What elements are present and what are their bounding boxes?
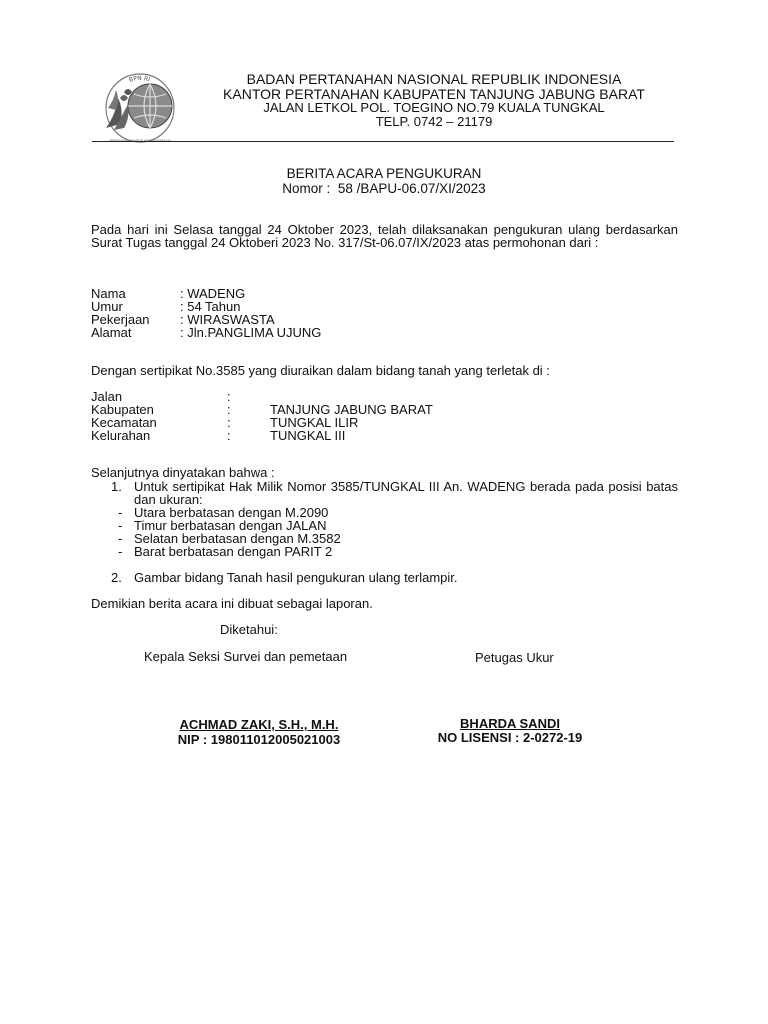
right-signatory-title: Petugas Ukur	[475, 650, 554, 665]
location-colon: :	[227, 415, 231, 430]
bullet-dash: -	[118, 544, 123, 559]
location-value: TANJUNG JABUNG BARAT	[270, 402, 433, 417]
item-number: 2.	[111, 570, 122, 585]
boundary-text: Selatan berbatasan dengan M.3582	[134, 531, 341, 546]
left-signatory-name: ACHMAD ZAKI, S.H., M.H.	[179, 717, 339, 732]
bpn-logo	[98, 68, 182, 144]
location-label: Kabupaten	[91, 402, 154, 417]
known-label: Diketahui:	[220, 622, 278, 637]
location-colon: :	[227, 428, 231, 443]
bullet-dash: -	[118, 518, 123, 533]
kop-line-agency: BADAN PERTANAHAN NASIONAL REPUBLIK INDONESIA	[246, 71, 622, 87]
nomor-value: 58 /BAPU-06.07/XI/2023	[337, 181, 486, 196]
certificate-text: Dengan sertipikat No.3585 yang diuraikan dalam bidang tanah yang terletak di :	[91, 363, 550, 378]
closing-text: Demikian berita acara ini dibuat sebagai laporan.	[91, 596, 373, 611]
location-colon: :	[227, 402, 231, 417]
kop-line-phone: TELP. 0742 – 21179	[375, 114, 493, 129]
document-title: BERITA ACARA PENGUKURAN	[286, 166, 482, 181]
intro-paragraph: Pada hari ini Selasa tanggal 24 Oktober 2023, telah dilaksanakan pengukuran ulang berdasarkan Surat Tugas tanggal 24 Oktoberi 2023 No. 317/St-06.07/IX/2023 atas permohonan dari :	[91, 222, 678, 250]
bullet-dash: -	[118, 531, 123, 546]
right-signatory-name: BHARDA SANDI	[460, 716, 560, 731]
document-number	[0, 182, 768, 195]
bullet-dash: -	[118, 505, 123, 520]
boundary-text: Timur berbatasan dengan JALAN	[134, 518, 327, 533]
kop-line-address: JALAN LETKOL POL. TOEGINO NO.79 KUALA TUNGKAL	[263, 100, 605, 115]
location-value: TUNGKAL III	[270, 428, 346, 443]
item-number: 1.	[111, 479, 122, 494]
statement-item-1	[91, 480, 678, 506]
applicant-value: : Jln.PANGLIMA UJUNG	[180, 325, 322, 340]
location-value: TUNGKAL ILIR	[270, 415, 359, 430]
header-divider	[92, 141, 674, 142]
nomor-label: Nomor :	[282, 181, 331, 196]
logo-text-bottom: PERTANAHAN UNTUK KESEJAHTERAAN	[109, 139, 171, 143]
kop-line-office: KANTOR PERTANAHAN KABUPATEN TANJUNG JABUNG BARAT	[223, 86, 645, 102]
applicant-label: Umur	[91, 299, 123, 314]
applicant-label: Alamat	[91, 325, 132, 340]
location-colon: :	[227, 389, 231, 404]
location-label: Jalan	[91, 389, 123, 404]
location-row-village	[91, 429, 491, 442]
statement-intro: Selanjutnya dinyatakan bahwa :	[91, 465, 275, 480]
applicant-value: : WIRASWASTA	[180, 312, 275, 327]
statement-item-2	[91, 571, 678, 584]
applicant-value: : 54 Tahun	[180, 299, 241, 314]
item-text: Gambar bidang Tanah hasil pengukuran ulang terlampir.	[134, 570, 458, 585]
logo-text-top: BPN RI	[128, 74, 151, 84]
boundary-west	[91, 545, 678, 558]
right-signatory-license: NO LISENSI : 2-0272-19	[437, 730, 583, 745]
boundary-text: Utara berbatasan dengan M.2090	[134, 505, 329, 520]
boundary-text: Barat berbatasan dengan PARIT 2	[134, 544, 333, 559]
applicant-value: : WADENG	[180, 286, 246, 301]
applicant-label: Pekerjaan	[91, 312, 150, 327]
applicant-row-address	[91, 326, 391, 339]
svg-text:BPN RI	[128, 75, 151, 84]
item-text: Untuk sertipikat Hak Milik Nomor 3585/TUNGKAL III An. WADENG berada pada posisi batas dan ukuran:	[134, 479, 678, 507]
left-signatory-nip: NIP : 198011012005021003	[177, 732, 341, 747]
location-label: Kelurahan	[91, 428, 151, 443]
applicant-row-name	[91, 287, 391, 300]
applicant-label: Nama	[91, 286, 126, 301]
left-signatory-title: Kepala Seksi Survei dan pemetaan	[144, 649, 348, 664]
location-label: Kecamatan	[91, 415, 157, 430]
